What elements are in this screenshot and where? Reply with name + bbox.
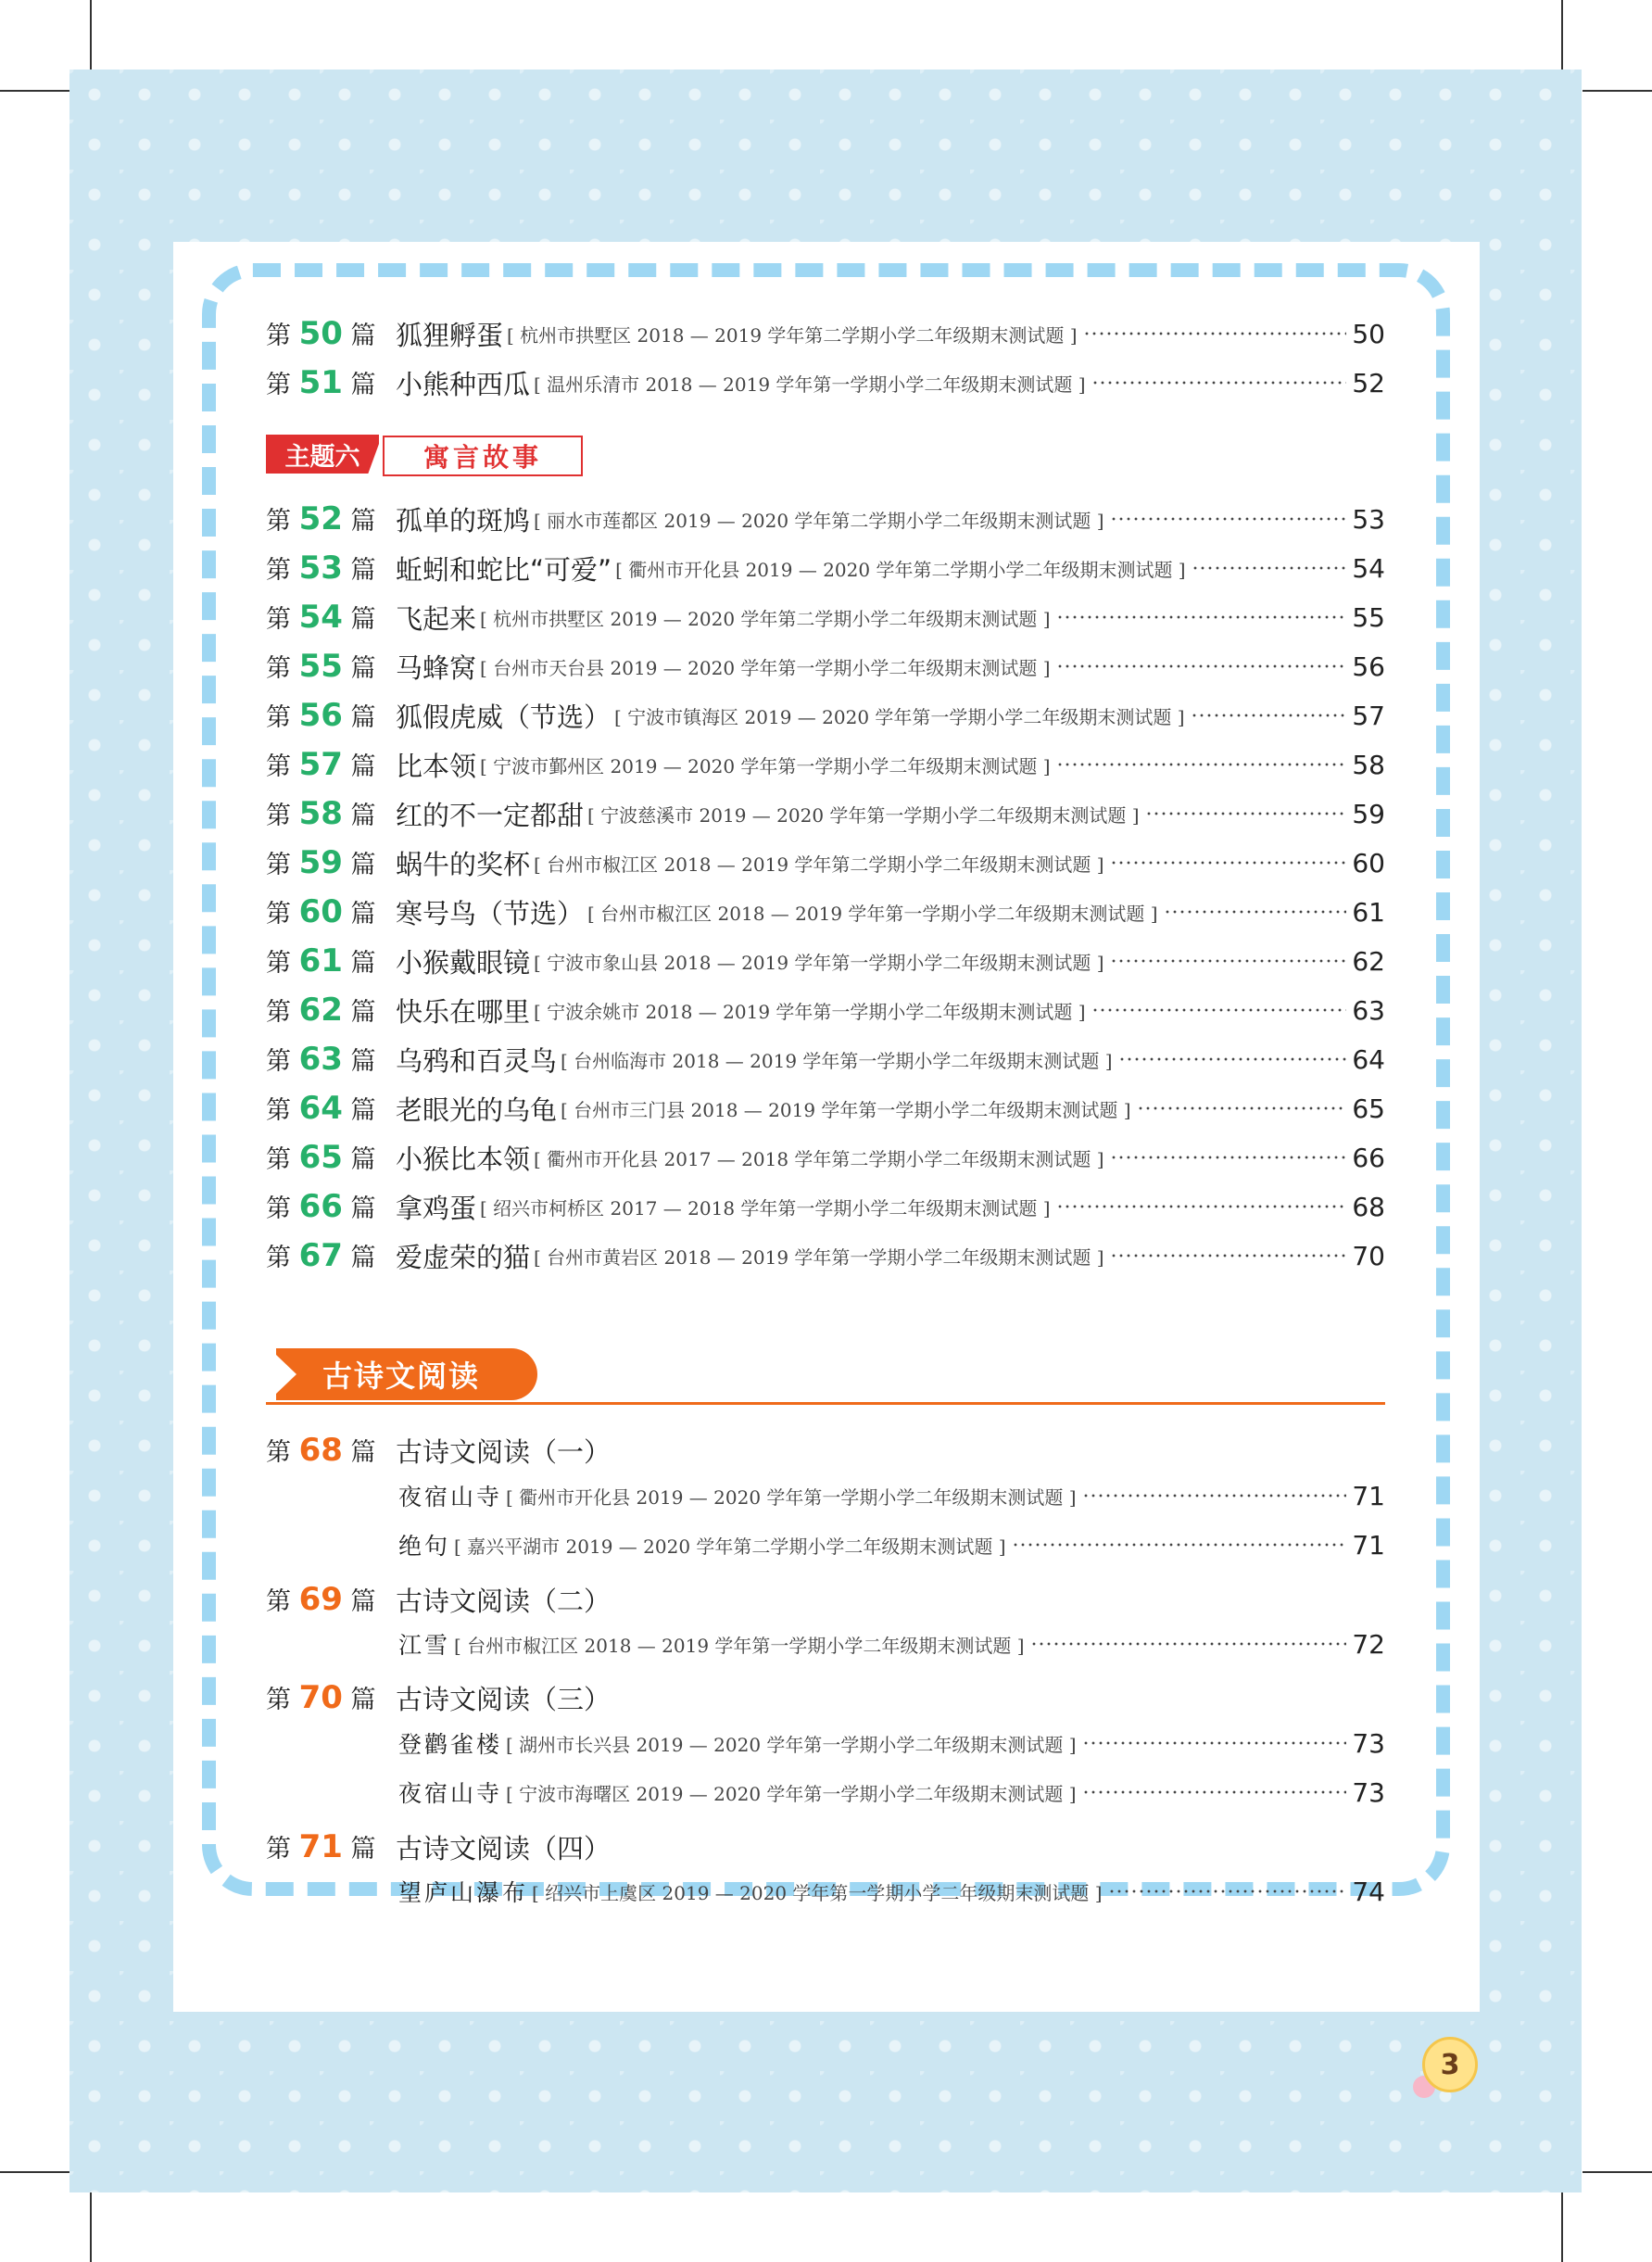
entry-page: 56 — [1352, 651, 1385, 682]
section-underline — [266, 1402, 1385, 1405]
entry-source: [ 台州市三门县 2018 — 2019 学年第一学期小学二年级期末测试题 ] — [561, 1098, 1131, 1121]
entry-source: [ 衢州市开化县 2017 — 2018 学年第二学期小学二年级期末测试题 ] — [534, 1147, 1104, 1170]
leader-dots — [1056, 615, 1347, 619]
entry-label: 第 52 篇 — [266, 500, 376, 537]
entry-label: 第 62 篇 — [266, 992, 376, 1029]
entry-source: [ 嘉兴平湖市 2019 — 2020 学年第二学期小学二年级期末测试题 ] — [454, 1535, 1006, 1558]
entry-title: 飞起来 — [396, 602, 477, 635]
leader-dots — [1056, 664, 1347, 668]
entry-title: 古诗文阅读（二） — [396, 1585, 612, 1617]
toc-subentry[interactable] — [398, 1472, 1385, 1519]
entry-source: [ 宁波余姚市 2018 — 2019 学年第一学期小学二年级期末测试题 ] — [534, 1000, 1086, 1023]
entry-page: 74 — [1352, 1876, 1385, 1907]
poem-title: 望庐山瀑布 — [398, 1879, 529, 1906]
entry-title: 爱虚荣的猫 — [396, 1241, 531, 1273]
toc-entry[interactable] — [266, 1036, 1385, 1082]
toc-entry[interactable] — [266, 741, 1385, 788]
entry-page: 60 — [1352, 847, 1385, 878]
entry-source: [ 杭州市拱墅区 2018 — 2019 学年第二学期小学二年级期末测试题 ] — [507, 323, 1078, 347]
leader-dots — [1110, 861, 1347, 865]
entry-page: 59 — [1352, 798, 1385, 829]
leader-dots — [1110, 959, 1347, 963]
entry-label: 第 53 篇 — [266, 550, 376, 587]
entry-title: 狐假虎威（节选） — [396, 701, 612, 733]
entry-title: 小熊种西瓜 — [396, 368, 531, 400]
toc-subentry[interactable] — [398, 1720, 1385, 1766]
entry-title: 古诗文阅读（四） — [396, 1832, 612, 1864]
toc-subentry[interactable] — [398, 1769, 1385, 1815]
entry-source: [ 台州市椒江区 2018 — 2019 学年第二学期小学二年级期末测试题 ] — [534, 853, 1104, 876]
entry-label: 第 68 篇 — [266, 1432, 376, 1469]
leader-dots — [1091, 1008, 1347, 1012]
entry-label: 第 51 篇 — [266, 364, 376, 401]
entry-title: 老眼光的乌龟 — [396, 1093, 558, 1126]
toc-entry[interactable] — [266, 594, 1385, 640]
entry-source: [ 丽水市莲都区 2019 — 2020 学年第二学期小学二年级期末测试题 ] — [534, 509, 1104, 532]
crop-mark — [90, 2192, 92, 2262]
entry-label: 第 65 篇 — [266, 1139, 376, 1176]
toc-entry[interactable] — [266, 1232, 1385, 1279]
entry-title: 古诗文阅读（三） — [396, 1683, 612, 1715]
poem-title: 夜宿山寺 — [398, 1484, 503, 1510]
leader-dots — [1145, 812, 1347, 815]
entry-page: 64 — [1352, 1043, 1385, 1075]
entry-title: 比本领 — [396, 750, 477, 782]
entry-title: 蜗牛的奖杯 — [396, 848, 531, 880]
toc-entry[interactable] — [266, 987, 1385, 1033]
entry-label: 第 54 篇 — [266, 599, 376, 636]
entry-label: 第 59 篇 — [266, 844, 376, 881]
leader-dots — [1082, 1790, 1347, 1794]
leader-dots — [1110, 1156, 1347, 1159]
leader-dots — [1137, 1106, 1347, 1110]
toc-entry[interactable] — [266, 1576, 1385, 1623]
toc-subentry[interactable] — [398, 1621, 1385, 1667]
toc-entry[interactable] — [266, 1427, 1385, 1473]
entry-page: 53 — [1352, 503, 1385, 535]
entry-label: 第 56 篇 — [266, 697, 376, 734]
leader-dots — [1164, 910, 1347, 914]
toc-entry[interactable] — [266, 1134, 1385, 1181]
entry-title: 红的不一定都甜 — [396, 799, 585, 831]
entry-title: 乌鸦和百灵鸟 — [396, 1044, 558, 1077]
toc-entry[interactable] — [266, 1085, 1385, 1131]
entry-page: 58 — [1352, 749, 1385, 780]
entry-label: 第 69 篇 — [266, 1581, 376, 1618]
entry-label: 第 66 篇 — [266, 1188, 376, 1225]
leader-dots — [1012, 1543, 1347, 1547]
crop-mark — [1583, 2171, 1652, 2173]
leader-dots — [1108, 1889, 1347, 1893]
toc-entry[interactable] — [266, 1183, 1385, 1230]
entry-page: 72 — [1352, 1628, 1385, 1660]
entry-page: 70 — [1352, 1240, 1385, 1271]
entry-page: 54 — [1352, 552, 1385, 584]
entry-page: 62 — [1352, 945, 1385, 977]
entry-page: 73 — [1352, 1727, 1385, 1759]
entry-source: [ 衢州市开化县 2019 — 2020 学年第二学期小学二年级期末测试题 ] — [615, 558, 1186, 581]
poem-title: 夜宿山寺 — [398, 1780, 503, 1807]
toc-entry[interactable] — [266, 938, 1385, 984]
entry-label: 第 70 篇 — [266, 1679, 376, 1716]
toc-entry[interactable] — [266, 1674, 1385, 1721]
entry-source: [ 宁波市鄞州区 2019 — 2020 学年第一学期小学二年级期末测试题 ] — [480, 754, 1051, 777]
entry-source: [ 绍兴市上虞区 2019 — 2020 学年第一学期小学二年级期末测试题 ] — [532, 1881, 1103, 1904]
entry-page: 61 — [1352, 896, 1385, 928]
entry-label: 第 58 篇 — [266, 795, 376, 832]
entry-source: [ 宁波慈溪市 2019 — 2020 学年第一学期小学二年级期末测试题 ] — [587, 803, 1140, 827]
section-title: 古诗文阅读 — [276, 1348, 537, 1400]
entry-label: 第 63 篇 — [266, 1041, 376, 1078]
leader-dots — [1091, 381, 1347, 385]
entry-title: 狐狸孵蛋 — [396, 319, 504, 351]
entry-source: [ 杭州市拱墅区 2019 — 2020 学年第二学期小学二年级期末测试题 ] — [480, 607, 1051, 630]
crop-mark — [0, 2171, 69, 2173]
entry-label: 第 57 篇 — [266, 746, 376, 783]
entry-page: 71 — [1352, 1480, 1385, 1511]
poem-title: 绝句 — [398, 1533, 451, 1560]
entry-label: 第 55 篇 — [266, 648, 376, 685]
toc-entry[interactable] — [266, 360, 1385, 406]
entry-label: 第 50 篇 — [266, 315, 376, 352]
entry-source: [ 宁波市镇海区 2019 — 2020 学年第一学期小学二年级期末测试题 ] — [614, 705, 1185, 728]
toc-entry[interactable] — [266, 310, 1385, 357]
crop-mark — [90, 0, 92, 70]
page-number: 3 — [1422, 2037, 1478, 2092]
crop-mark — [0, 90, 69, 92]
poem-title: 江雪 — [398, 1632, 451, 1659]
entry-label: 第 61 篇 — [266, 942, 376, 979]
entry-label: 第 60 篇 — [266, 893, 376, 930]
toc-entry[interactable] — [266, 1824, 1385, 1870]
entry-source: [ 台州市椒江区 2018 — 2019 学年第一学期小学二年级期末测试题 ] — [454, 1634, 1025, 1657]
toc-entry[interactable] — [266, 545, 1385, 591]
theme-name: 寓言故事 — [383, 436, 583, 476]
leader-dots — [1118, 1057, 1347, 1061]
entry-source: [ 温州乐清市 2018 — 2019 学年第一学期小学二年级期末测试题 ] — [534, 373, 1086, 396]
entry-source: [ 台州市黄岩区 2018 — 2019 学年第一学期小学二年级期末测试题 ] — [534, 1245, 1104, 1269]
leader-dots — [1083, 332, 1347, 335]
entry-title: 马蜂窝 — [396, 651, 477, 684]
entry-source: [ 衢州市开化县 2019 — 2020 学年第一学期小学二年级期末测试题 ] — [506, 1485, 1077, 1509]
toc-entry[interactable] — [266, 496, 1385, 542]
entry-label: 第 67 篇 — [266, 1237, 376, 1274]
entry-page: 71 — [1352, 1529, 1385, 1561]
entry-label: 第 71 篇 — [266, 1828, 376, 1865]
entry-page: 63 — [1352, 994, 1385, 1026]
entry-title: 孤单的斑鸠 — [396, 504, 531, 537]
toc-subentry[interactable] — [398, 1868, 1385, 1914]
entry-page: 57 — [1352, 700, 1385, 731]
entry-page: 66 — [1352, 1142, 1385, 1173]
entry-source: [ 宁波市象山县 2018 — 2019 学年第一学期小学二年级期末测试题 ] — [534, 951, 1104, 974]
leader-dots — [1082, 1741, 1347, 1745]
leader-dots — [1056, 1205, 1347, 1208]
toc-entry[interactable] — [266, 692, 1385, 739]
entry-page: 65 — [1352, 1093, 1385, 1124]
entry-source: [ 宁波市海曙区 2019 — 2020 学年第一学期小学二年级期末测试题 ] — [506, 1782, 1077, 1805]
poem-title: 登鹳雀楼 — [398, 1731, 503, 1758]
entry-source: [ 绍兴市柯桥区 2017 — 2018 学年第一学期小学二年级期末测试题 ] — [480, 1196, 1051, 1219]
entry-title: 小猴戴眼镜 — [396, 946, 531, 979]
entry-page: 50 — [1352, 318, 1385, 349]
entry-label: 第 64 篇 — [266, 1090, 376, 1127]
entry-title: 小猴比本领 — [396, 1143, 531, 1175]
entry-source: [ 台州临海市 2018 — 2019 学年第一学期小学二年级期末测试题 ] — [561, 1049, 1113, 1072]
toc-entry[interactable] — [266, 840, 1385, 886]
leader-dots — [1191, 714, 1347, 717]
toc-entry[interactable] — [266, 643, 1385, 689]
entry-page: 73 — [1352, 1776, 1385, 1808]
crop-mark — [1561, 2192, 1563, 2262]
leader-dots — [1082, 1494, 1347, 1497]
entry-title: 古诗文阅读（一） — [396, 1435, 612, 1468]
leader-dots — [1056, 763, 1347, 766]
entry-title: 蚯蚓和蛇比“可爱” — [396, 553, 612, 586]
theme-label: 主题六 — [266, 435, 379, 474]
section-arrow-icon — [276, 1355, 296, 1394]
toc-subentry[interactable] — [398, 1522, 1385, 1568]
entry-page: 55 — [1352, 601, 1385, 633]
entry-title: 快乐在哪里 — [396, 995, 531, 1028]
toc-entry[interactable] — [266, 790, 1385, 837]
leader-dots — [1110, 1254, 1347, 1257]
entry-source: [ 湖州市长兴县 2019 — 2020 学年第一学期小学二年级期末测试题 ] — [506, 1733, 1077, 1756]
entry-title: 拿鸡蛋 — [396, 1192, 477, 1224]
leader-dots — [1110, 517, 1347, 521]
entry-page: 68 — [1352, 1191, 1385, 1222]
crop-mark — [1583, 90, 1652, 92]
entry-title: 寒号鸟（节选） — [396, 897, 585, 929]
entry-source: [ 台州市天台县 2019 — 2020 学年第一学期小学二年级期末测试题 ] — [480, 656, 1051, 679]
crop-mark — [1561, 0, 1563, 70]
toc-entry[interactable] — [266, 889, 1385, 935]
entry-source: [ 台州市椒江区 2018 — 2019 学年第一学期小学二年级期末测试题 ] — [587, 902, 1158, 925]
entry-page: 52 — [1352, 367, 1385, 398]
leader-dots — [1030, 1642, 1347, 1646]
leader-dots — [1192, 566, 1347, 570]
